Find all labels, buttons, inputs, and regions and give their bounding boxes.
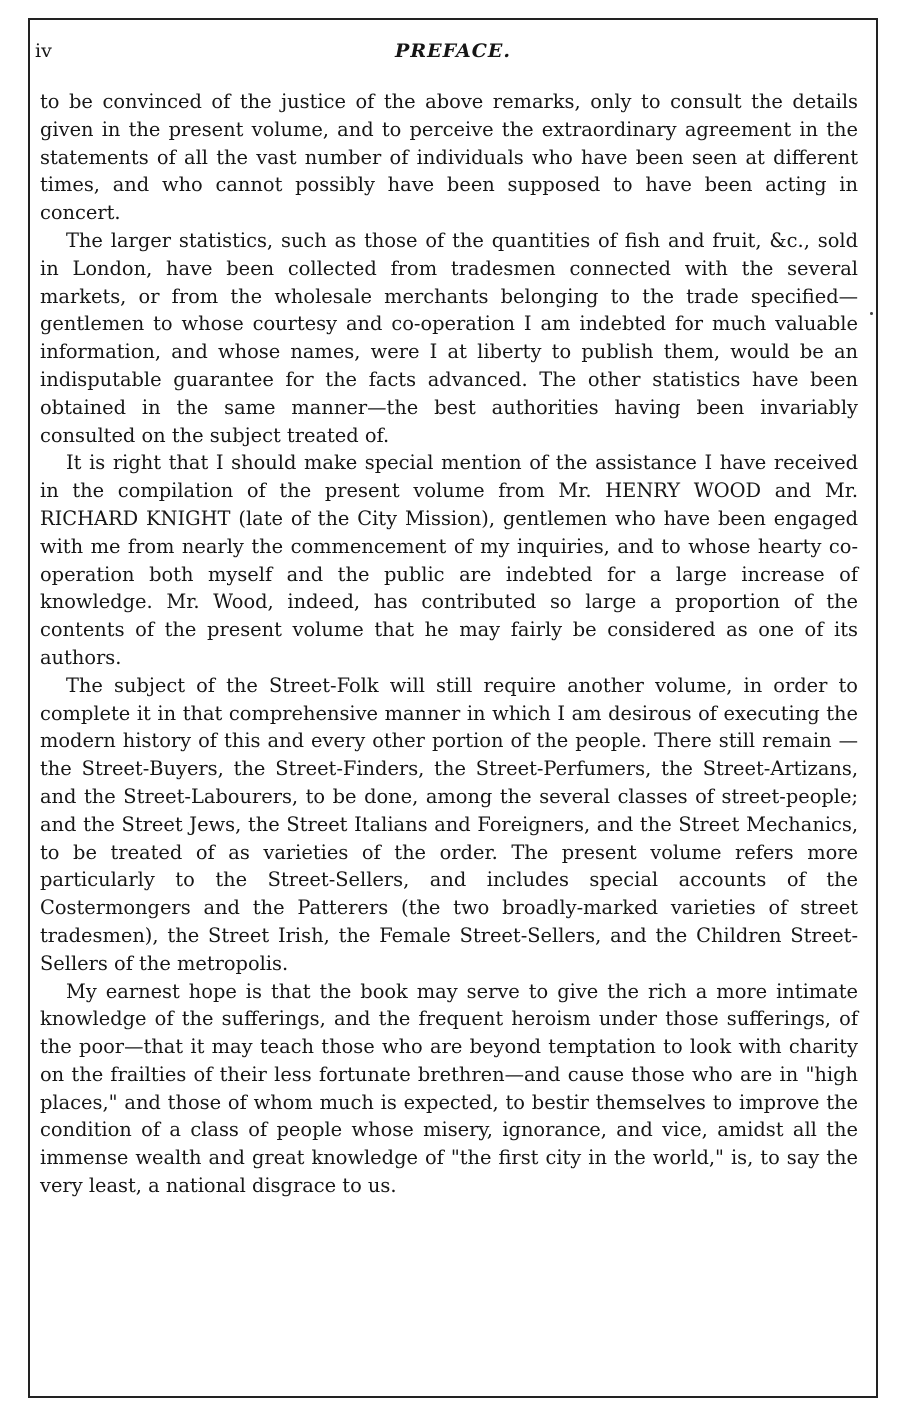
paragraph-acknowledgements: It is right that I should make special mention of the assistance I have received in the compilation of the present volume from Mr. HENRY WOOD and Mr. RICHARD KNIGHT (late of the City Mission), gentlemen who have been engaged with me from nearly the commencement of my inquiries, and to whose hearty co-operation both myself and the public are indebted for a large increase of knowledge. Mr. Wood, indeed, has contributed so large a proportion of the contents of the present volume that he may fairly be considered as one of its authors. (40, 451, 858, 669)
paragraph-street-folk: The subject of the Street-Folk will still require another volume, in order to complete it in that comprehensive manner in which I am desirous of executing the modern history of this and every other portion of the people. There still remain —the Street-Buyers, the Street-Finders, the Street-Perfumers, the Street-Artizans, and the Street-Labourers, to be done, among the several classes of street-people; and the Street Jews, the Street Italians and Foreigners, and the Street Mechanics, to be treated of as varieties of the order. The present volume refers more particularly to the Street-Sellers, and includes special accounts of the Costermongers and the Patterers (the two broadly-marked varieties of street tradesmen), the Street Irish, the Female Street-Sellers, and the Children Street-Sellers of the metropolis. (40, 673, 858, 975)
running-head: PREFACE. (395, 40, 511, 62)
ink-speck (870, 312, 873, 315)
paragraph-statistics: The larger statistics, such as those of the quantities of fish and fruit, &c., sold in London, have been collected from tradesmen connected with the several markets, or from the wholesale merchants belonging to the trade specified—gentlemen to whose courtesy and co-operation I am indebted for much valuable information, and whose names, were I at liberty to publish them, would be an indisputable guarantee for the facts advanced. The other statistics have been obtained in the same manner—the best authorities having been invariably consulted on the subject treated of. (40, 228, 858, 447)
page-number: iv (35, 40, 52, 62)
paragraph-earnest-hope: My earnest hope is that the book may serve to give the rich a more intimate knowledge of the sufferings, and the frequent heroism under those sufferings, of the poor—that it may teach those who are beyond temptation to look with charity on the frailties of their less fortunate brethren—and cause those who are in "high places," and those of whom much is expected, to bestir themselves to improve the condition of a class of people whose misery, ignorance, and vice, amidst all the immense wealth and great knowledge of "the first city in the world," is, to say the very least, a national disgrace to us. (40, 979, 858, 1198)
page-header (35, 36, 871, 66)
preface-body (40, 88, 858, 1200)
paragraph-continuation: to be convinced of the justice of the above remarks, only to consult the details given in the present volume, and to perceive the extraordinary agreement in the statements of all the vast number of individuals who have been seen at different times, and who cannot possibly have been supposed to have been acting in concert. (40, 90, 858, 225)
